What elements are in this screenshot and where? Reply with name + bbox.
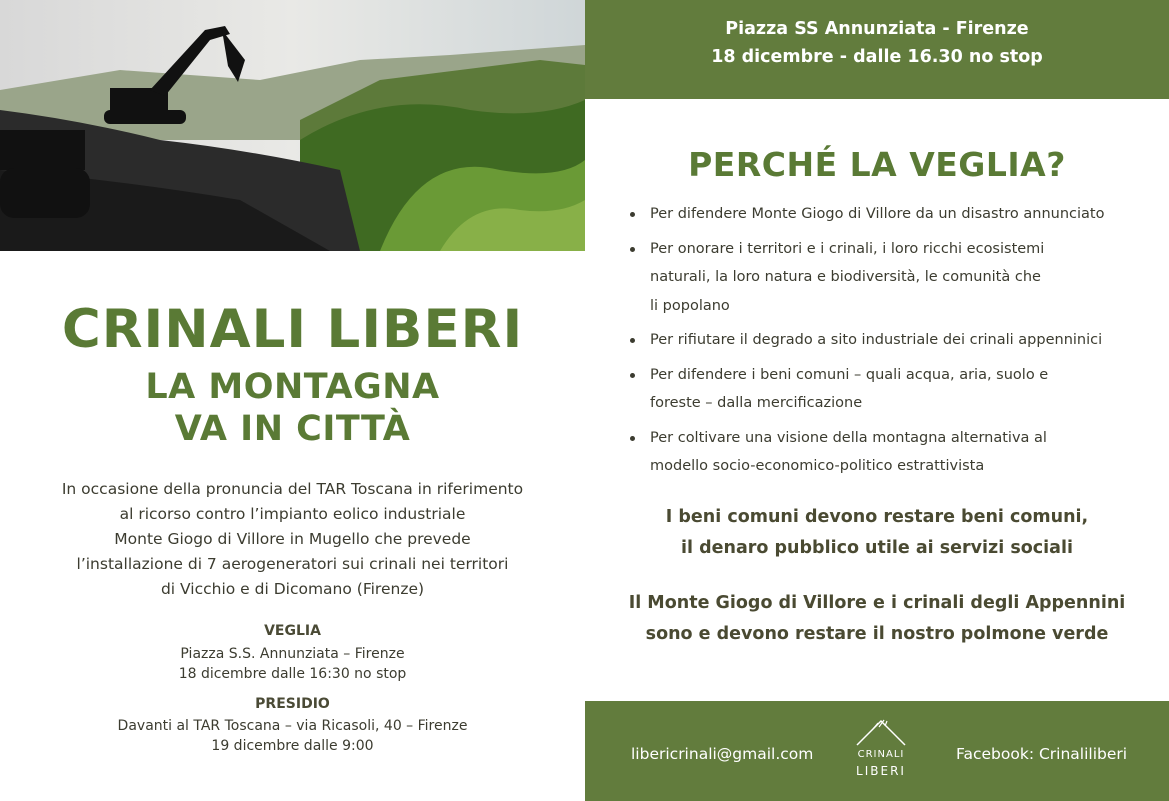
list-item-line: Per difendere Monte Giogo di Villore da un disastro annunciato	[650, 206, 1105, 222]
logo-text-bottom: LIBERI	[856, 764, 906, 778]
list-item	[628, 326, 1148, 355]
banner-datetime: 18 dicembre - dalle 16.30 no stop	[711, 47, 1043, 67]
bullet-icon	[630, 338, 635, 343]
email-link[interactable]: libericrinali@gmail.com	[631, 745, 814, 763]
reasons-list	[628, 200, 1148, 487]
presidio-heading: PRESIDIO	[255, 696, 330, 712]
intro-paragraph	[20, 477, 565, 602]
list-item-line: Per onorare i territori e i crinali, i loro ricchi ecosistemi	[650, 240, 1045, 257]
intro-line: l’installazione di 7 aerogeneratori sui crinali nei territori	[76, 555, 509, 573]
list-item-line: Per difendere i beni comuni – quali acqua, aria, suolo e	[650, 366, 1049, 383]
statement-line: sono e devono restare il nostro polmone verde	[645, 624, 1109, 644]
list-item-line: naturali, la loro natura e biodiversità, le comunità che	[650, 269, 1041, 285]
intro-line: Monte Giogo di Villore in Mugello che prevede	[114, 530, 471, 548]
statement-line: il denaro pubblico utile ai servizi sociali	[681, 538, 1073, 558]
intro-line: al ricorso contro l’impianto eolico industriale	[119, 505, 466, 523]
statement-common-goods	[585, 502, 1169, 564]
why-title: PERCHÉ LA VEGLIA?	[688, 145, 1066, 184]
list-item-line: Per rifiutare il degrado a sito industriale dei crinali appenninici	[650, 332, 1103, 348]
veglia-place: Piazza S.S. Annunziata – Firenze	[180, 646, 405, 662]
crinali-liberi-logo	[851, 715, 911, 787]
statement-line: Il Monte Giogo di Villore e i crinali degli Appennini	[628, 593, 1126, 613]
intro-line: di Vicchio e di Dicomano (Firenze)	[160, 580, 425, 598]
list-item-line: li popolano	[650, 297, 730, 314]
intro-line: In occasione della pronuncia del TAR Toscana in riferimento	[61, 480, 524, 498]
list-item-line: Per coltivare una visione della montagna alternativa al	[650, 429, 1047, 446]
statement-green-lung	[585, 588, 1169, 650]
poster-title: CRINALI LIBERI	[61, 299, 524, 360]
footer-banner	[585, 701, 1169, 801]
statement-line: I beni comuni devono restare beni comuni,	[665, 507, 1089, 527]
list-item	[628, 235, 1148, 321]
list-item-line: modello socio-economico-politico estrattivista	[650, 458, 985, 474]
presidio-place: Davanti al TAR Toscana – via Ricasoli, 40 – Firenze	[117, 718, 468, 734]
logo-text-top: CRINALI	[857, 749, 905, 760]
banner-location: Piazza SS Annunziata - Firenze	[725, 19, 1029, 39]
subtitle-line-1: LA MONTAGNA	[145, 367, 440, 407]
facebook-link[interactable]: Facebook: Crinaliliberi	[956, 745, 1128, 763]
list-item	[628, 424, 1148, 481]
subtitle-line-2: VA IN CITTÀ	[174, 409, 411, 449]
bullet-icon	[630, 247, 635, 252]
veglia-time: 18 dicembre dalle 16:30 no stop	[178, 666, 407, 682]
top-banner	[585, 0, 1169, 99]
veglia-heading: VEGLIA	[264, 623, 321, 639]
list-item-line: foreste – dalla mercificazione	[650, 395, 863, 411]
hero-photo	[0, 0, 585, 251]
list-item	[628, 200, 1148, 229]
bullet-icon	[630, 373, 635, 378]
poster-subtitle	[0, 366, 585, 450]
list-item	[628, 361, 1148, 418]
bullet-icon	[630, 436, 635, 441]
bullet-icon	[630, 212, 635, 217]
mountain-icon	[851, 715, 911, 749]
presidio-time: 19 dicembre dalle 9:00	[211, 738, 374, 754]
